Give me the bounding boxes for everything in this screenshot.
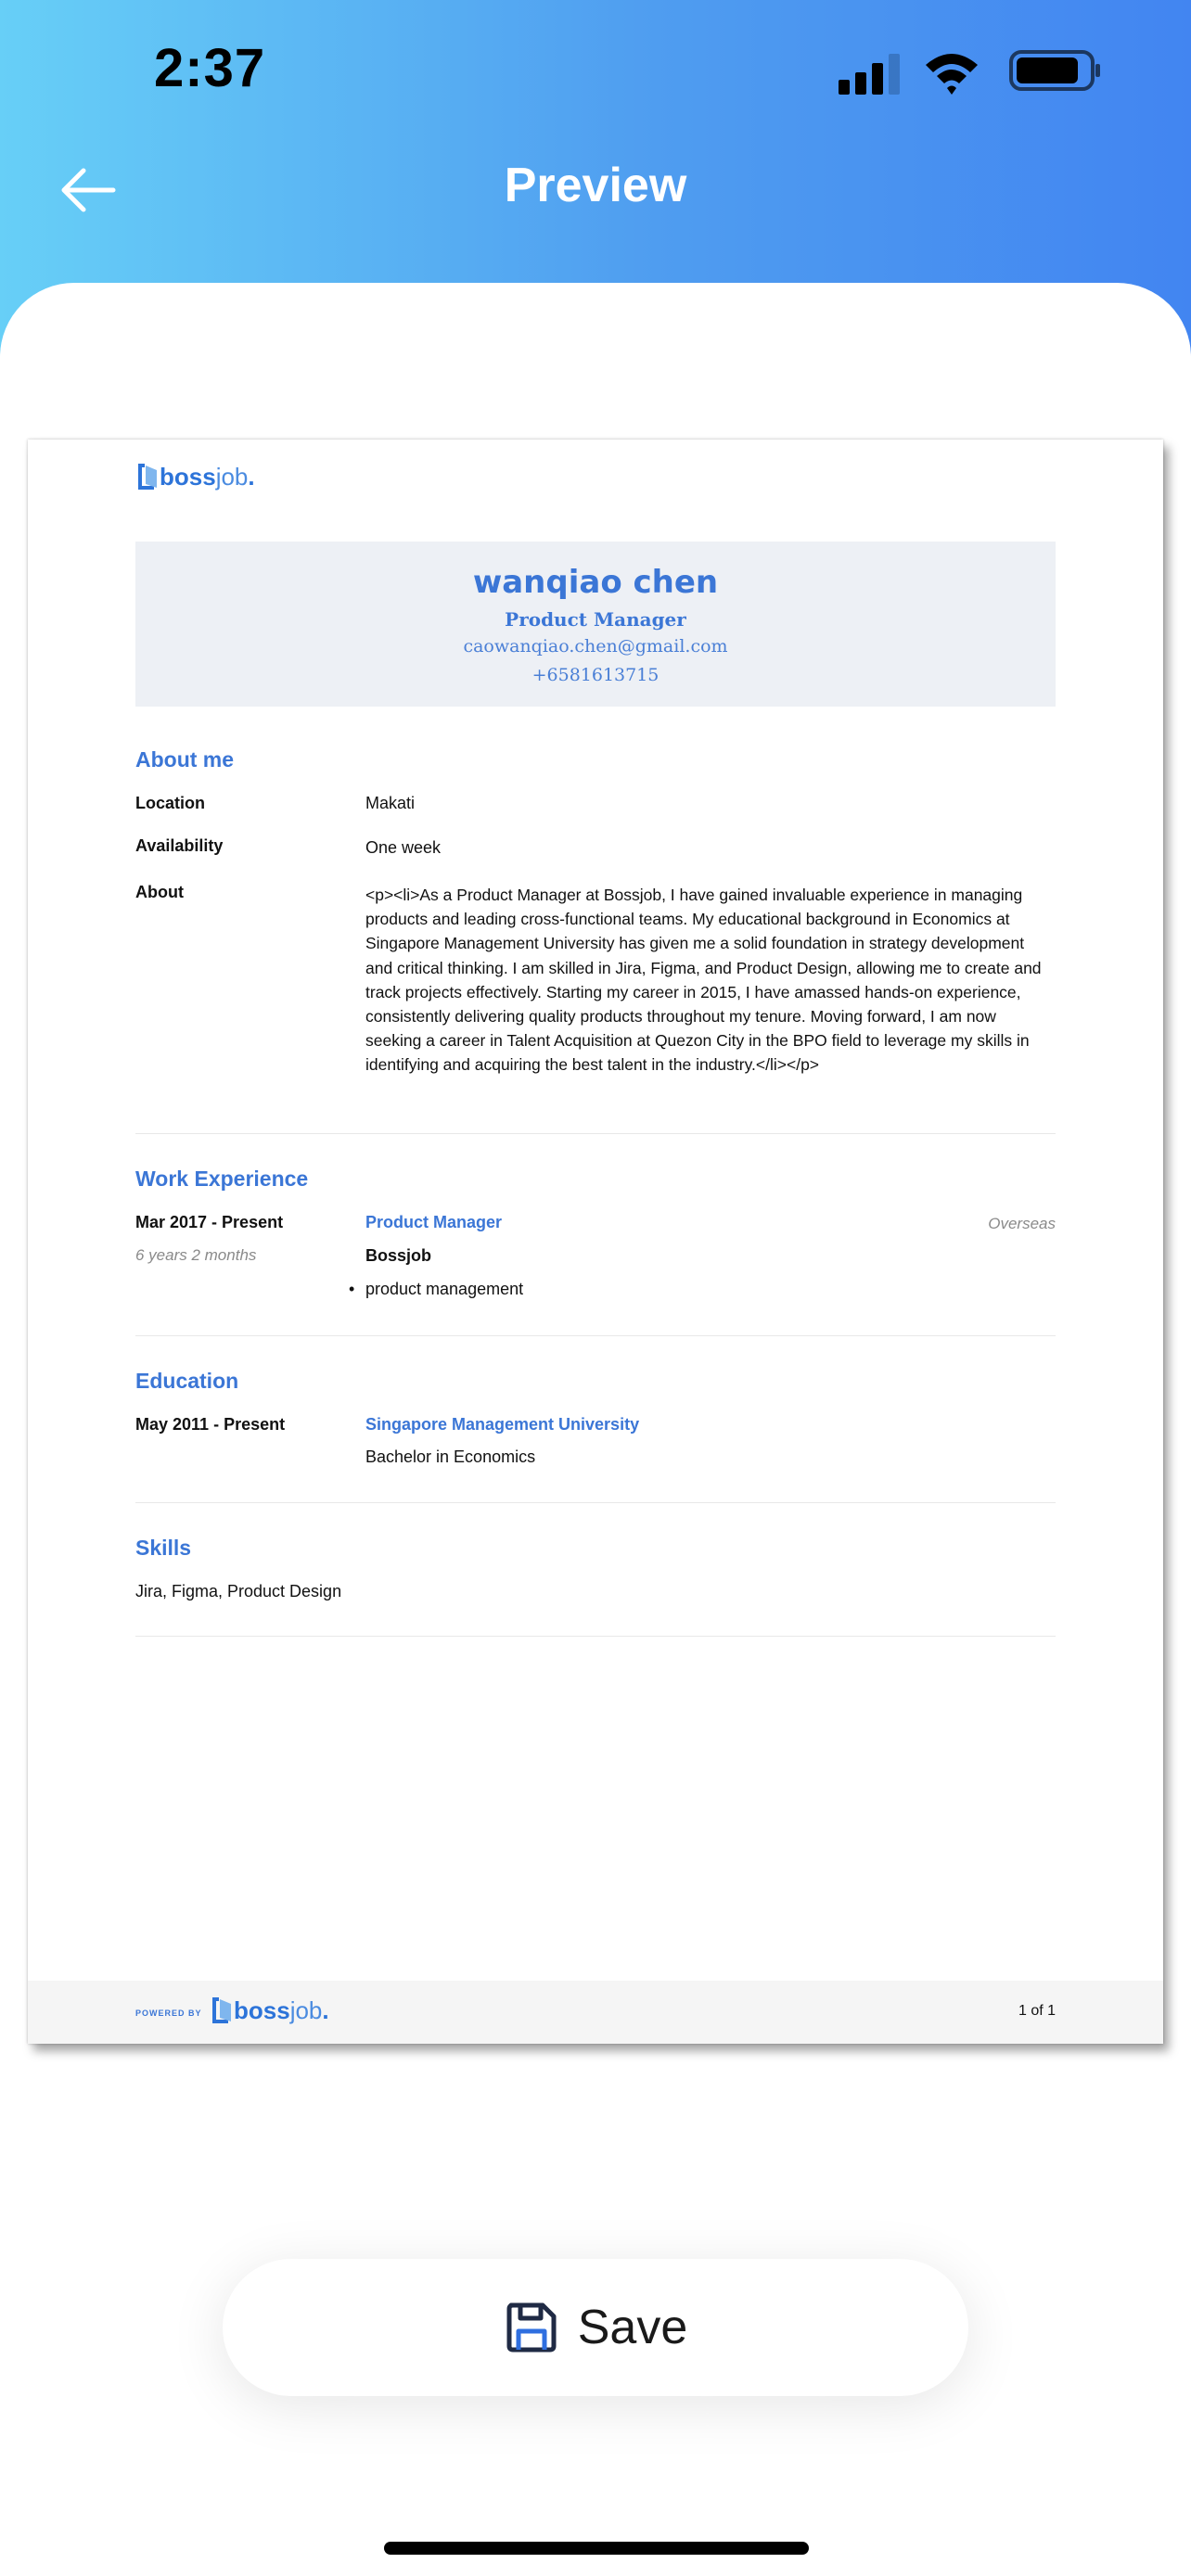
bullet-dot: • <box>349 1280 355 1298</box>
work-role: Product Manager <box>365 1213 503 1231</box>
candidate-phone: +6581613715 <box>531 665 660 685</box>
bossjob-logo-icon <box>135 462 160 491</box>
work-period: Mar 2017 - Present <box>135 1213 284 1231</box>
location-value: Makati <box>365 794 416 812</box>
battery-icon <box>1011 52 1100 89</box>
skills-heading: Skills <box>135 1536 192 1560</box>
logo-text-thin: job <box>215 462 249 491</box>
cellular-signal-icon <box>839 54 900 95</box>
education-heading: Education <box>135 1369 239 1393</box>
save-button-label: Save <box>577 2301 688 2354</box>
education-period: May 2011 - Present <box>135 1415 286 1434</box>
work-bullet: product management <box>365 1280 524 1298</box>
page-count: 1 of 1 <box>1018 2003 1056 2019</box>
education-degree: Bachelor in Economics <box>365 1447 536 1466</box>
section-divider <box>135 1133 1056 1134</box>
availability-label: Availability <box>135 836 224 855</box>
about-value: <p><li>As a Product Manager at Bossjob, I have gained invaluable experience in managing products and leading cross-functional teams. My educational background in Economics at Singapore Management University has given me a solid foundation in strategy development and critical thinking. I am skilled in Jira, Figma, and Product Design, allowing me to create and track projects effectively. Starting my career in 2015, I have amassed hands-on experience, consistently delivering quality products throughout my tenure. Moving forward, I am now seeking a career in Talent Acquisition at Quezon City in the BPO field to leverage my skills in identifying and acquiring the best talent in the industry.</li></p> <box>365 886 1042 1075</box>
work-company: Bossjob <box>365 1246 432 1265</box>
work-location: Overseas <box>988 1215 1056 1232</box>
resume-footer <box>28 1981 1163 2044</box>
section-divider <box>135 1636 1056 1637</box>
resume-name-card <box>135 542 1056 707</box>
section-divider <box>135 1502 1056 1503</box>
resume-preview <box>28 440 1163 2044</box>
about-heading: About me <box>135 747 235 772</box>
floppy-disk-icon <box>504 2300 559 2355</box>
page-title: Preview <box>504 159 687 212</box>
availability-value: One week <box>365 838 442 857</box>
powered-by-label: POWERED BY <box>135 2009 202 2018</box>
work-duration: 6 years 2 months <box>135 1246 257 1264</box>
education-school: Singapore Management University <box>365 1415 640 1434</box>
location-label: Location <box>135 794 205 812</box>
status-time: 2:37 <box>154 38 266 98</box>
skills-list: Jira, Figma, Product Design <box>135 1582 342 1600</box>
logo-text-thin: job <box>289 1996 323 2024</box>
candidate-title: Product Manager <box>505 608 686 631</box>
logo-text-dot: . <box>322 1996 329 2024</box>
candidate-email: caowanqiao.chen@gmail.com <box>463 636 728 657</box>
bossjob-logo <box>135 458 255 495</box>
wifi-icon <box>926 54 978 95</box>
about-label: About <box>135 883 184 901</box>
work-heading: Work Experience <box>135 1167 309 1191</box>
status-icons <box>839 45 1108 100</box>
logo-text-dot: . <box>248 462 255 491</box>
footer-bossjob-logo <box>210 1996 329 2025</box>
bossjob-logo-icon <box>210 1996 234 2025</box>
logo-text-bold: boss <box>234 1996 290 2024</box>
logo-text-bold: boss <box>160 462 216 491</box>
save-button[interactable] <box>223 2259 968 2396</box>
home-indicator[interactable] <box>384 2542 809 2555</box>
candidate-name: wanqiao chen <box>472 564 719 601</box>
section-divider <box>135 1335 1056 1336</box>
